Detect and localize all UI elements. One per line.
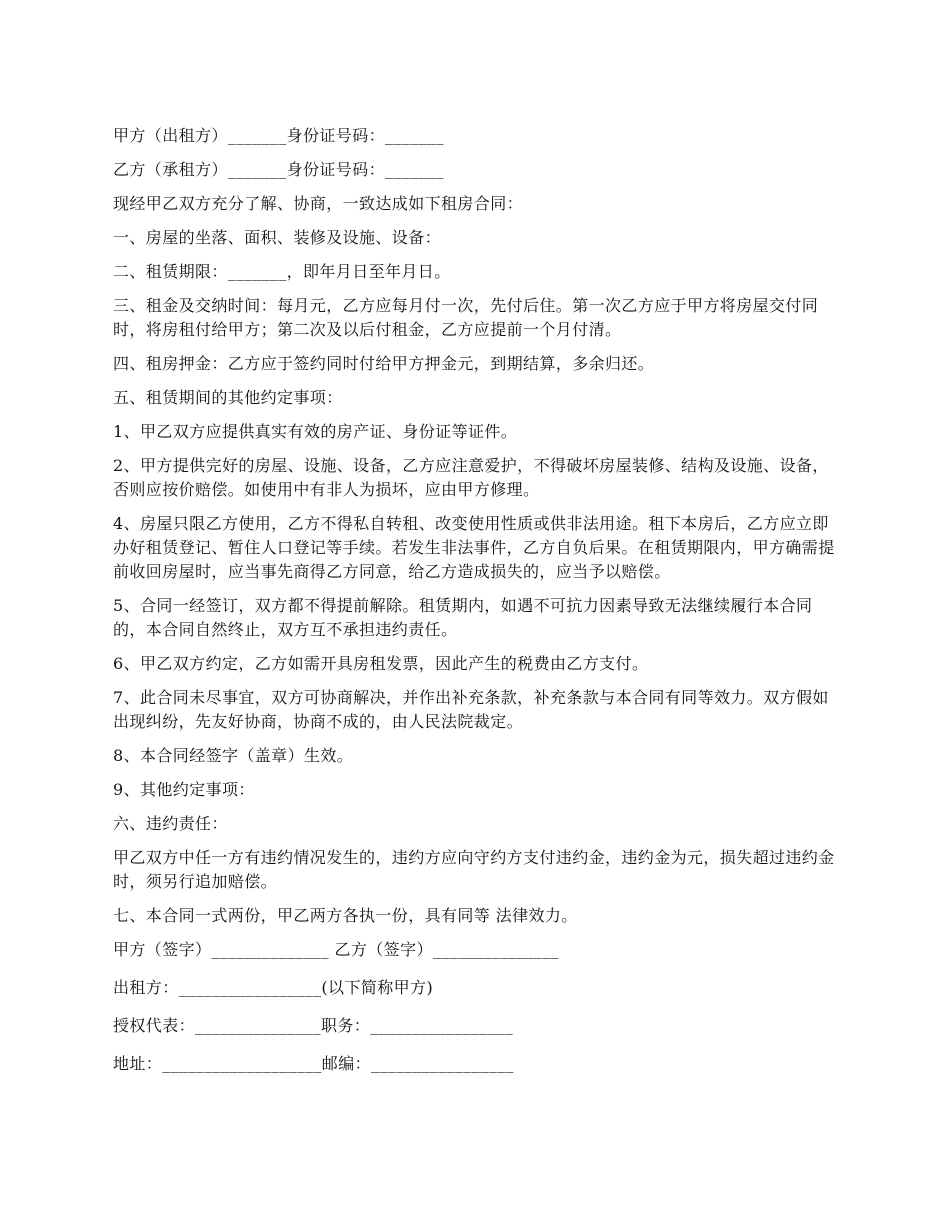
clause-7-copies: 七、本合同一式两份，甲乙两方各执一份，具有同等 法律效力。 — [113, 906, 578, 925]
clause-3-rent-payment: 三、租金及交纳时间：每月元，乙方应每月付一次，先付后住。第一次乙方应于甲方将房屋交付同时，将房租付给甲方；第二次及以后付租金，乙方应提前一个月付清。 — [113, 296, 819, 339]
signature-line: 甲方（签字）______________ 乙方（签字）_______________ — [113, 940, 559, 959]
party-a-line: 甲方（出租方）_______身份证号码：_______ — [113, 126, 444, 145]
clause-1-heading: 一、房屋的坐落、面积、装修及设施、设备： — [113, 228, 442, 247]
clause-5-item-2: 2、甲方提供完好的房屋、设施、设备，乙方应注意爱护，不得破坏房屋装修、结构及设施、设备，否则应按价赔偿。如使用中有非人为损坏，应由甲方修理。 — [113, 456, 829, 499]
clause-4-deposit: 四、租房押金：乙方应于签约同时付给甲方押金元，到期结算，多余归还。 — [113, 354, 655, 373]
address-line: 地址：___________________邮编：_________________ — [113, 1054, 514, 1073]
representative-line: 授权代表：_______________职务：_________________ — [113, 1016, 513, 1035]
clause-6-heading: 六、违约责任： — [113, 814, 228, 833]
lessor-line: 出租方：_________________(以下简称甲方) — [113, 978, 434, 997]
clause-5-heading: 五、租赁期间的其他约定事项： — [113, 388, 343, 407]
clause-5-item-7: 7、此合同未尽事宜，双方可协商解决，并作出补充条款，补充条款与本合同有同等效力。双方假如出现纠纷，先友好协商，协商不成的，由人民法院裁定。 — [113, 688, 829, 731]
contract-document — [113, 124, 843, 1090]
clause-5-item-5: 5、合同一经签订，双方都不得提前解除。租赁期内，如遇不可抗力因素导致无法继续履行本合同的，本合同自然终止，双方互不承担违约责任。 — [113, 596, 813, 639]
clause-5-item-1: 1、甲乙双方应提供真实有效的房产证、身份证等证件。 — [113, 422, 518, 441]
clause-5-item-8: 8、本合同经签字（盖章）生效。 — [113, 746, 354, 765]
clause-5-item-9: 9、其他约定事项： — [113, 780, 255, 799]
contract-preamble: 现经甲乙双方充分了解、协商，一致达成如下租房合同： — [113, 194, 524, 213]
clause-6-breach-text: 甲乙双方中任一方有违约情况发生的，违约方应向守约方支付违约金，违约金为元，损失超过违约金时，须另行追加赔偿。 — [113, 848, 835, 891]
clause-5-item-6: 6、甲乙双方约定，乙方如需开具房租发票，因此产生的税费由乙方支付。 — [113, 654, 649, 673]
clause-5-item-4: 4、房屋只限乙方使用，乙方不得私自转租、改变使用性质或供非法用途。租下本房后，乙方应立即办好租赁登记、暂住人口登记等手续。若发生非法事件，乙方自负后果。在租赁期限内，甲方确需提前收回房屋时，应当事先商得乙方同意，给乙方造成损失的，应当予以赔偿。 — [113, 514, 835, 581]
party-b-line: 乙方（承租方）_______身份证号码：_______ — [113, 160, 444, 179]
clause-2-lease-term: 二、租赁期限：_______，即年月日至年月日。 — [113, 262, 451, 281]
